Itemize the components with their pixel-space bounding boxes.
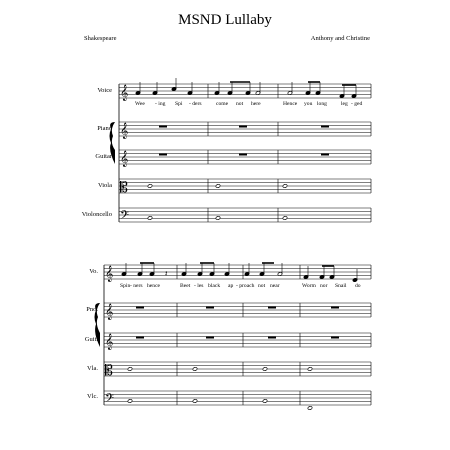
lyric-syllable: you <box>304 101 313 107</box>
rest-mark <box>159 126 167 128</box>
treble-clef: 𝄞 <box>120 151 129 167</box>
rest-mark <box>239 154 247 156</box>
lyric-syllable: long <box>317 101 327 107</box>
rest-mark <box>331 307 339 309</box>
bass-clef: 𝄢 <box>120 209 130 225</box>
rest-mark <box>136 337 144 339</box>
lyricist-credit: Shakespeare <box>84 35 117 42</box>
notehead <box>147 216 152 221</box>
lyric-syllable: near <box>270 283 280 289</box>
lyric-syllable: Spin <box>120 283 131 289</box>
rest-mark <box>136 307 144 309</box>
treble-clef: 𝄞 <box>120 123 129 139</box>
treble-clef: 𝄞 <box>105 334 114 350</box>
treble-clef: 𝄞 <box>120 85 129 101</box>
rest-mark <box>206 337 214 339</box>
notehead <box>262 399 267 404</box>
rest-mark <box>159 154 167 156</box>
instrument-label-voice-short: Vo. <box>89 268 98 275</box>
lyric-syllable: black <box>208 283 221 289</box>
lyric-syllable: not <box>258 283 266 289</box>
instrument-label-voice: Voice <box>97 87 112 94</box>
instrument-label-guitar-short: Guit. <box>84 336 98 343</box>
treble-clef: 𝄞 <box>105 304 114 320</box>
lyric-syllable: - ing <box>155 101 166 107</box>
notehead <box>192 367 197 372</box>
notehead <box>215 216 220 221</box>
lyric-syllable: leg <box>341 101 348 107</box>
notehead <box>215 184 220 189</box>
lyric-syllable: nor <box>320 283 328 289</box>
rest-mark <box>321 126 329 128</box>
lyric-syllable: - les <box>194 283 204 289</box>
alto-clef: 𝄡 <box>105 363 113 379</box>
notehead <box>192 399 197 404</box>
rest-mark <box>331 337 339 339</box>
rest-mark <box>206 307 214 309</box>
notehead <box>127 367 132 372</box>
lyric-syllable: Hence <box>283 101 298 107</box>
lyric-syllable: Spi <box>175 101 183 107</box>
composer-credit: Anthony and Christine <box>310 35 370 42</box>
notehead <box>307 406 312 411</box>
rest-mark <box>321 154 329 156</box>
lyric-syllable: - ders <box>189 101 202 107</box>
notehead <box>307 367 312 372</box>
instrument-label-piano-short: Pno. <box>86 306 98 313</box>
instrument-label-violoncello-short: Vlc. <box>86 393 98 400</box>
instrument-label-viola-short: Vla. <box>86 365 98 372</box>
lyric-syllable: Beet <box>180 283 191 289</box>
notehead <box>127 399 132 404</box>
lyric-syllable: hence <box>147 283 161 289</box>
instrument-label-guitar: Guitar <box>95 153 112 160</box>
rest-mark <box>239 126 247 128</box>
lyric-syllable: Wee <box>135 101 145 107</box>
instrument-label-viola: Viola <box>97 182 112 189</box>
lyric-syllable: come <box>216 101 229 107</box>
lyric-syllable: - ged <box>351 101 363 107</box>
rest-mark <box>268 307 276 309</box>
instrument-label-violoncello: Violoncello <box>81 211 112 218</box>
notehead <box>262 367 267 372</box>
lyric-syllable: - ners <box>130 283 143 289</box>
lyric-syllable: - proach <box>236 283 255 289</box>
bass-clef: 𝄢 <box>105 392 115 408</box>
lyric-syllable: ap <box>228 283 234 289</box>
treble-clef: 𝄞 <box>105 266 114 282</box>
rest-mark <box>268 337 276 339</box>
lyric-syllable: Snail <box>335 283 347 289</box>
notehead <box>282 216 287 221</box>
quarter-rest: 𝄽 <box>165 269 168 278</box>
score-title: MSND Lullaby <box>178 12 272 28</box>
lyric-syllable: here <box>251 101 261 107</box>
lyric-syllable: do <box>355 283 361 289</box>
notehead <box>282 184 287 189</box>
lyric-syllable: Worm <box>302 283 316 289</box>
instrument-label-piano: Piano <box>97 125 112 132</box>
notehead <box>147 184 152 189</box>
alto-clef: 𝄡 <box>120 180 128 196</box>
lyric-syllable: not <box>236 101 244 107</box>
